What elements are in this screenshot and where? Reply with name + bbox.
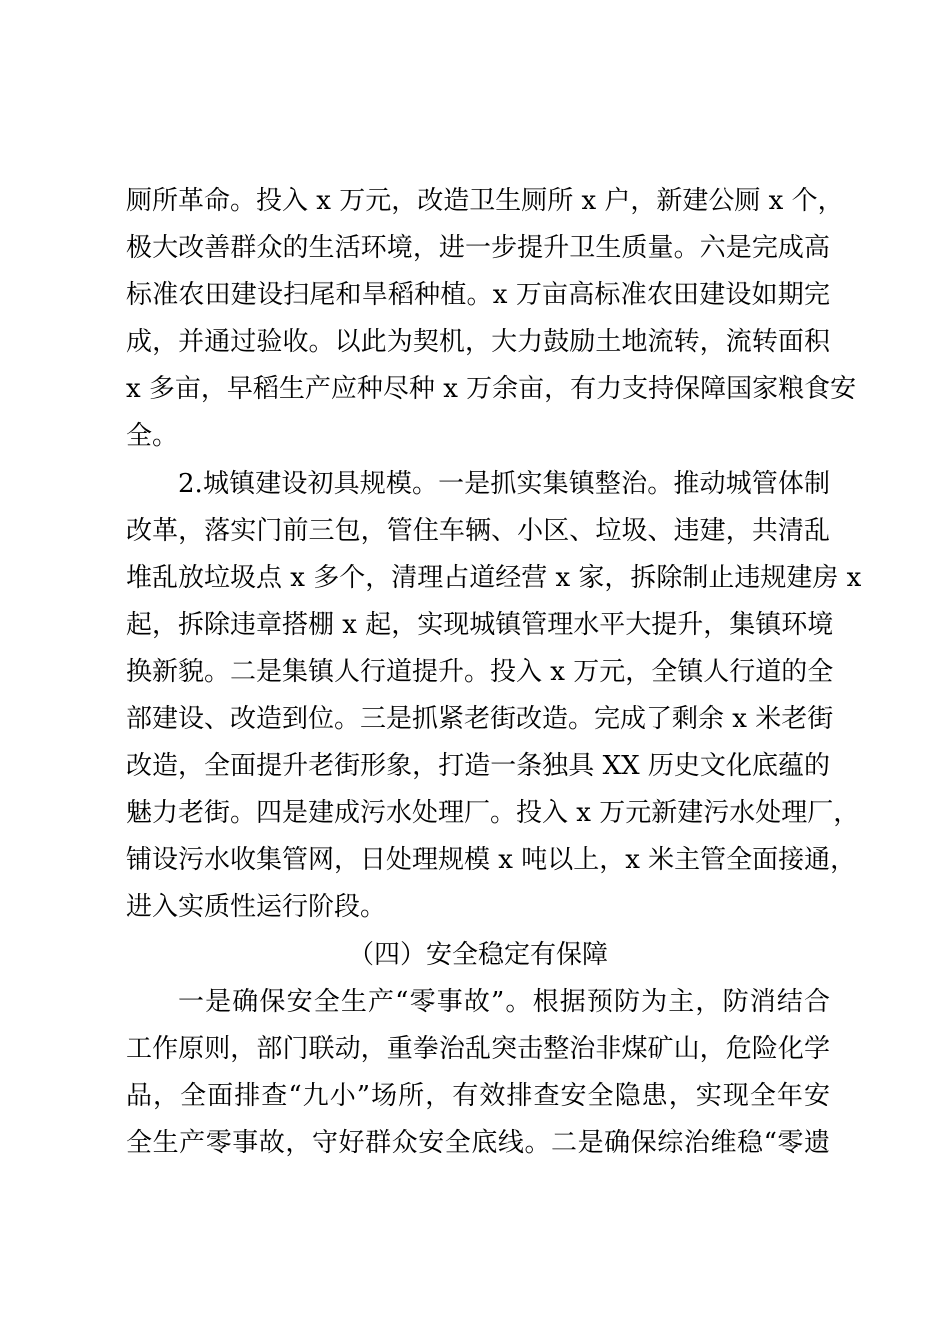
text-line: 起，拆除违章搭棚 x 起，实现城镇管理水平大提升，集镇环境 — [126, 609, 834, 640]
text-line: 2.城镇建设初具规模。一是抓实集镇整治。推动城管体制 — [178, 468, 830, 499]
text-line: 部建设、改造到位。三是抓紧老街改造。完成了剩余 x 米老街 — [126, 704, 834, 735]
text-line: 改革，落实门前三包，管住车辆、小区、垃圾、违建，共清乱 — [126, 515, 830, 546]
paragraph-safety-stability — [126, 979, 830, 1167]
text-line: 换新貌。二是集镇人行道提升。投入 x 万元，全镇人行道的全 — [126, 656, 834, 687]
text-line: 全。 — [126, 421, 179, 452]
text-line: 全生产零事故，守好群众安全底线。二是确保综治维稳“零遗 — [126, 1127, 830, 1158]
document-page — [126, 178, 862, 1167]
text-line: 魅力老街。四是建成污水处理厂。投入 x 万元新建污水处理厂， — [126, 798, 860, 829]
text-line: 厕所革命。投入 x 万元，改造卫生厕所 x 户，新建公厕 x 个， — [126, 186, 844, 216]
text-line: 品，全面排查“九小”场所，有效排查安全隐患，实现全年安 — [126, 1080, 830, 1111]
text-line: 改造，全面提升老街形象，打造一条独具 XX 历史文化底蕴的 — [126, 751, 830, 782]
section-heading: （四）安全稳定有保障 — [347, 939, 608, 970]
text-line: 极大改善群众的生活环境，进一步提升卫生质量。六是完成高 — [126, 233, 830, 264]
text-line: 标准农田建设扫尾和旱稻种植。x 万亩高标准农田建设如期完 — [126, 280, 830, 311]
text-line: x 多亩，早稻生产应种尽种 x 万余亩，有力支持保障国家粮食安 — [126, 374, 857, 405]
text-line: 铺设污水收集管网，日处理规模 x 吨以上，x 米主管全面接通， — [126, 845, 857, 876]
paragraph-toilet-farmland — [126, 178, 857, 461]
text-line: 工作原则，部门联动，重拳治乱突击整治非煤矿山，危险化学 — [126, 1033, 830, 1064]
text-line: 堆乱放垃圾点 x 多个，清理占道经营 x 家，拆除制止违规建房 x — [126, 562, 862, 593]
paragraph-town-construction — [126, 461, 862, 932]
text-line: 成，并通过验收。以此为契机，大力鼓励土地流转，流转面积 — [126, 327, 830, 358]
text-line: 一是确保安全生产“零事故”。根据预防为主，防消结合 — [178, 986, 830, 1017]
text-line: 进入实质性运行阶段。 — [126, 892, 387, 923]
